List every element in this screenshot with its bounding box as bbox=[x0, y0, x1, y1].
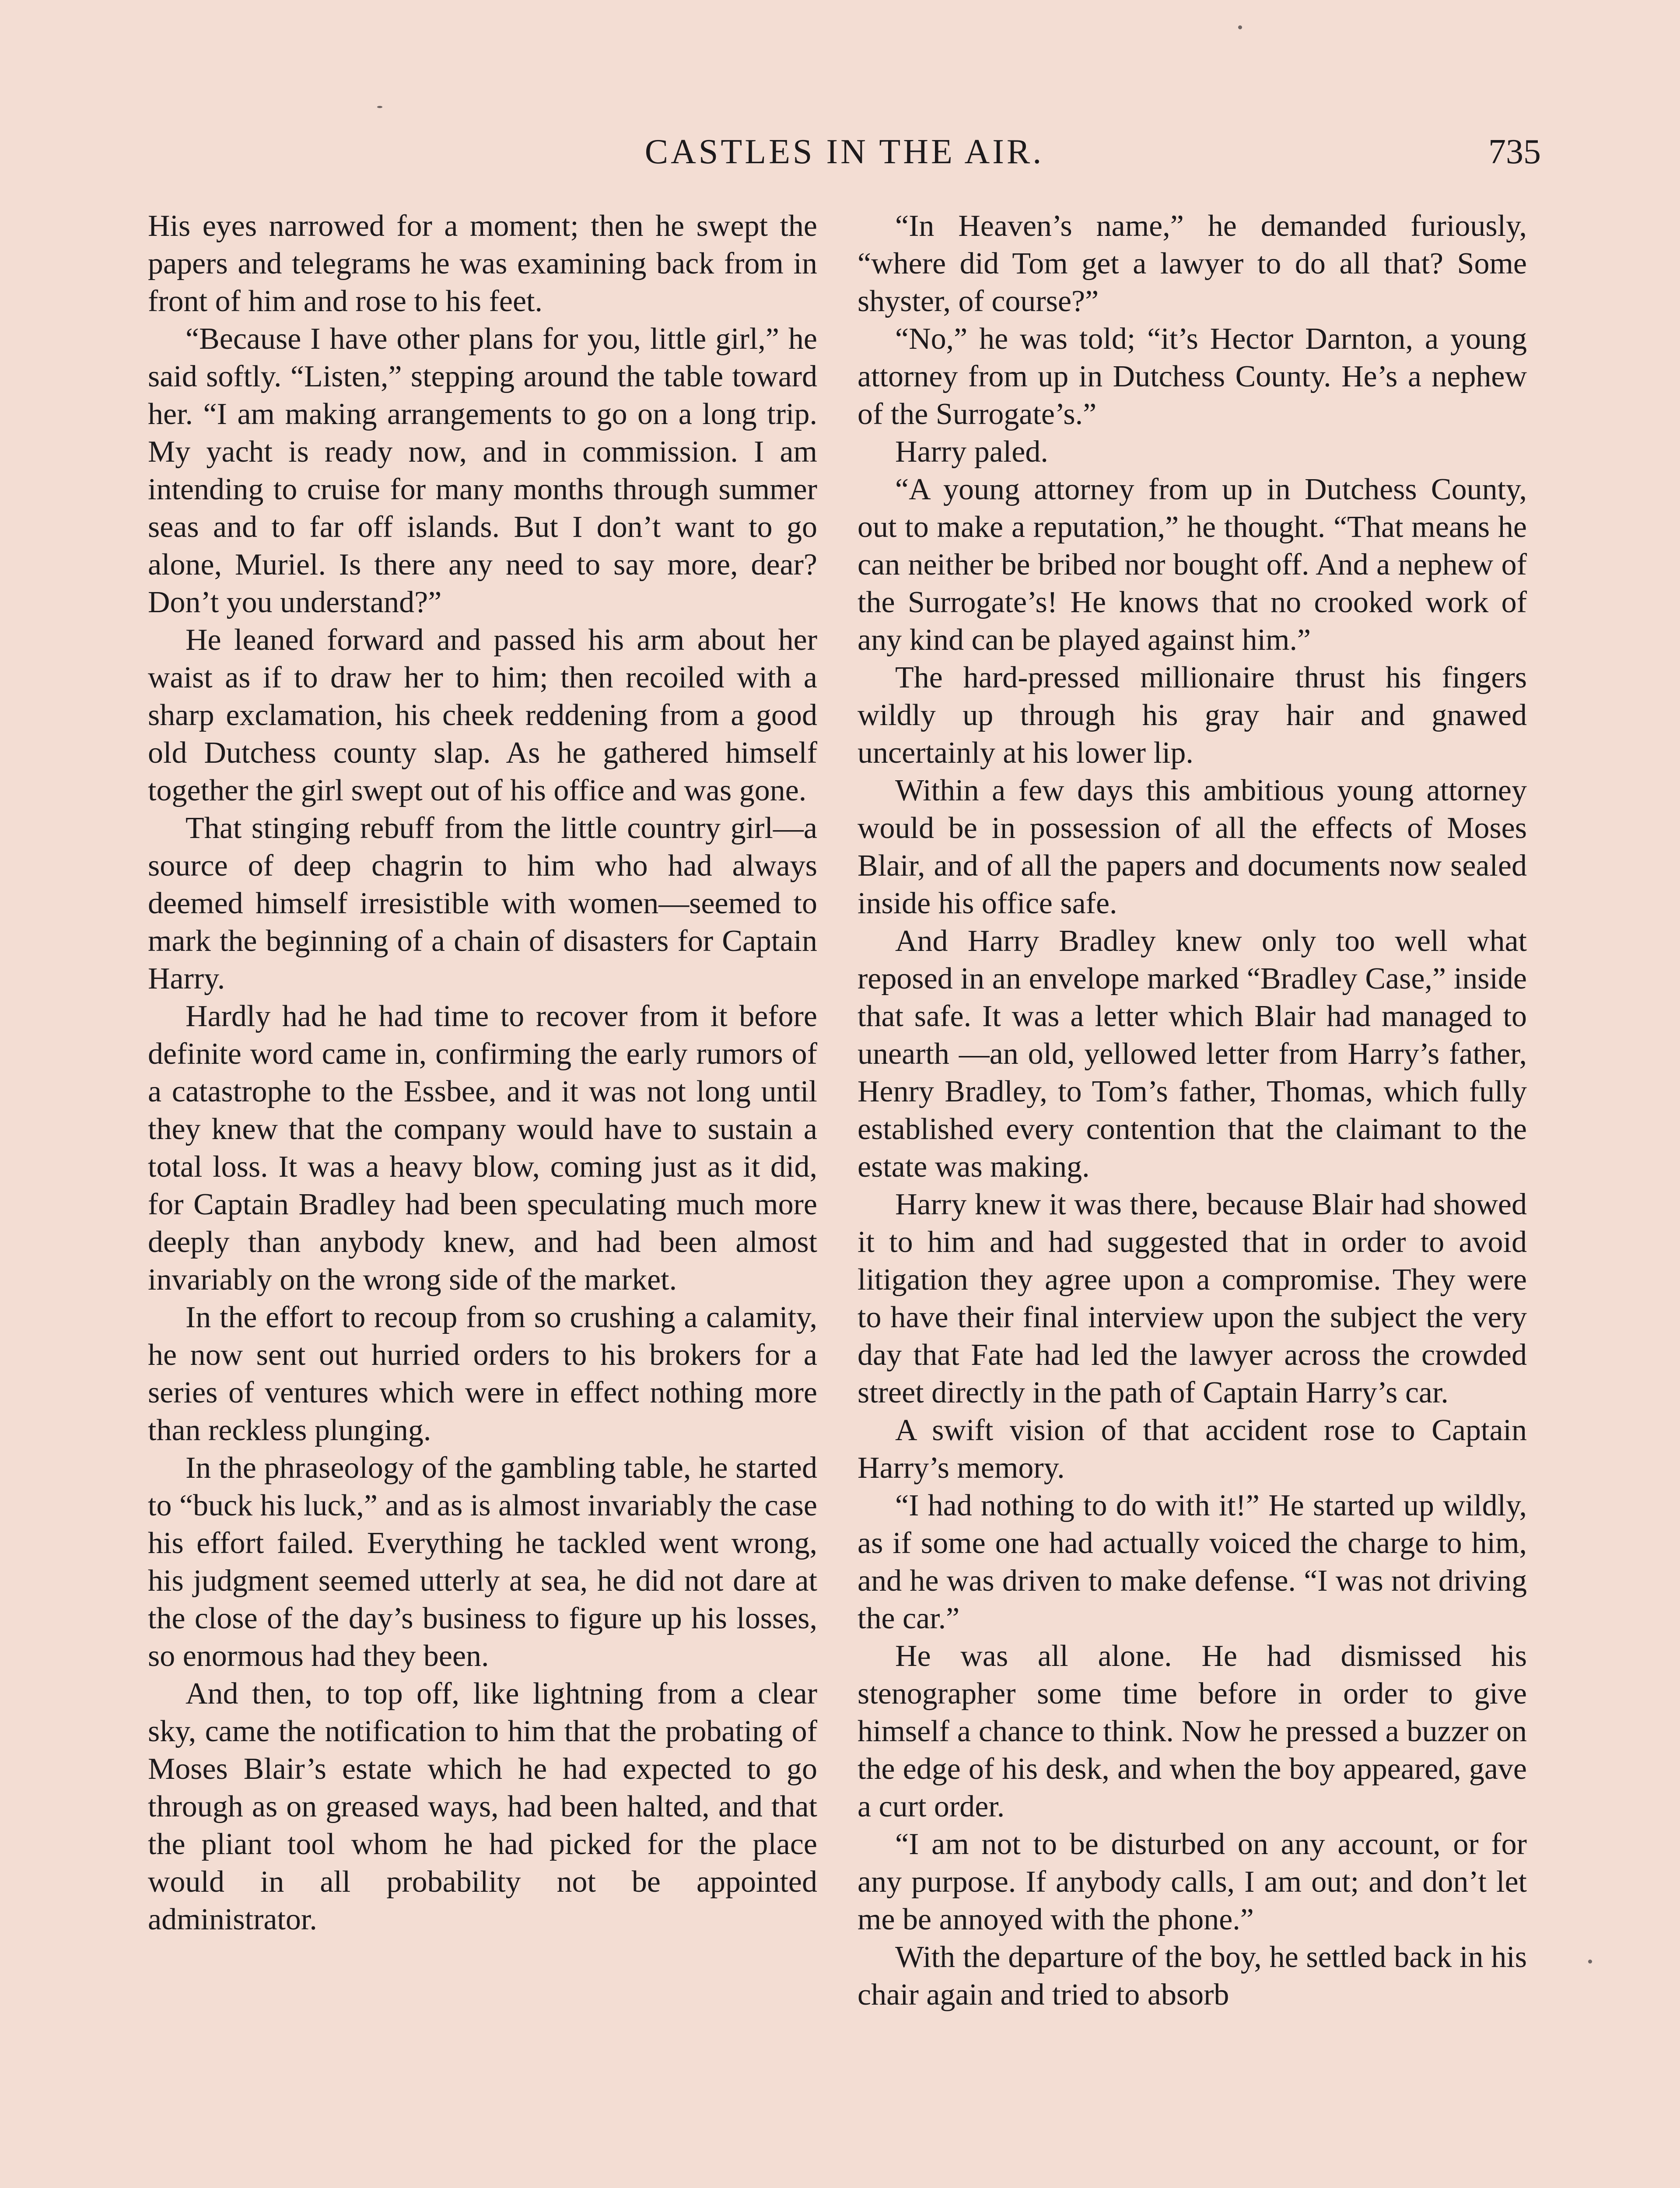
paragraph: A swift vision of that accident rose to Captain Harry’s memory. bbox=[858, 1413, 1527, 1485]
paragraph: The hard-pressed millionaire thrust his fingers wildly up through his gray hair and gnawed uncertainly at his lower lip. bbox=[858, 661, 1527, 770]
paragraph: “No,” he was told; “it’s Hector Darnton, a young attorney from up in Dutchess County. He’s a nephew of the Surrogate’s.” bbox=[858, 322, 1527, 431]
paragraph: With the departure of the boy, he settled back in his chair again and tried to absorb bbox=[858, 1940, 1527, 2012]
paragraph: Within a few days this ambitious young attorney would be in possession of all the effects of Moses Blair, and of all the papers and documents now sealed inside his office safe. bbox=[858, 774, 1527, 920]
paragraph: Harry paled. bbox=[895, 435, 1048, 469]
paper-speck bbox=[377, 106, 382, 108]
paragraph: “I had nothing to do with it!” He started up wildly, as if some one had actually voiced the charge to him, and he was driven to make defense. “I was not driving the car.” bbox=[858, 1489, 1527, 1635]
paragraph: “I am not to be disturbed on any account, or for any purpose. If anybody calls, I am out; and don’t let me be annoyed with the phone.” bbox=[858, 1827, 1527, 1936]
running-title: CASTLES IN THE AIR. bbox=[644, 133, 1044, 171]
paragraph: “In Heaven’s name,” he demanded furiously, “where did Tom get a lawyer to do all that? Some shyster, of course?” bbox=[858, 209, 1527, 318]
paragraph: And Harry Bradley knew only too well what reposed in an envelope marked “Bradley Case,” inside that safe. It was a letter which Blair had managed to unearth —an old, yellowed letter from Harry’s father, Henry Bradley, to Tom’s father, Thomas, which fully established every contention that the claimant to the estate was making. bbox=[858, 924, 1527, 1184]
page-header bbox=[148, 128, 1541, 176]
paper-speck bbox=[1588, 1960, 1592, 1964]
paragraph: In the effort to recoup from so crushing a calamity, he now sent out hurried orders to his brokers for a series of ventures which were in effect nothing more than reckless plunging. bbox=[148, 1301, 817, 1447]
right-text-column bbox=[858, 207, 1527, 2014]
page-number: 735 bbox=[1488, 133, 1541, 171]
paragraph: He leaned forward and passed his arm about her waist as if to draw her to him; then recoiled with a sharp exclamation, his cheek reddening from a good old Dutchess county slap. As he gathered himself together the girl swept out of his office and was gone. bbox=[148, 623, 817, 807]
paragraph: That stinging rebuff from the little country girl—a source of deep chagrin to him who had always deemed himself irresistible with women—seemed to mark the beginning of a chain of disasters for Captain Harry. bbox=[148, 811, 817, 996]
paragraph: “Because I have other plans for you, little girl,” he said softly. “Listen,” stepping around the table toward her. “I am making arrangements to go on a long trip. My yacht is ready now, and in commission. I am intending to cruise for many months through summer seas and to far off islands. But I don’t want to go alone, Muriel. Is there any need to say more, dear? Don’t you understand?” bbox=[148, 322, 817, 619]
paragraph: And then, to top off, like lightning from a clear sky, came the notification to him that the probating of Moses Blair’s estate which he had expected to go through as on greased ways, had been halted, and that the pliant tool whom he had picked for the place would in all probability not be appointed administrator. bbox=[148, 1677, 817, 1936]
paper-speck bbox=[1238, 25, 1242, 29]
paragraph: “A young attorney from up in Dutchess County, out to make a reputation,” he thought. “That means he can neither be bribed nor bought off. And a nephew of the Surrogate’s! He knows that no crooked work of any kind can be played against him.” bbox=[858, 473, 1527, 657]
paragraph: He was all alone. He had dismissed his stenographer some time before in order to give himself a chance to think. Now he pressed a buzzer on the edge of his desk, and when the boy appeared, gave a curt order. bbox=[858, 1639, 1527, 1823]
paragraph: In the phraseology of the gambling table, he started to “buck his luck,” and as is almost invariably the case his effort failed. Everything he tackled went wrong, his judgment seemed utterly at sea, he did not dare at the close of the day’s business to figure up his losses, so enormous had they been. bbox=[148, 1451, 817, 1673]
paragraph: Harry knew it was there, because Blair had showed it to him and had suggested that in order to avoid litigation they agree upon a compromise. They were to have their final interview upon the subject the very day that Fate had led the lawyer across the crowded street directly in the path of Captain Harry’s car. bbox=[858, 1188, 1527, 1410]
paragraph: Hardly had he had time to recover from it before definite word came in, confirming the early rumors of a catastrophe to the Essbee, and it was not long until they knew that the company would have to sustain a total loss. It was a heavy blow, coming just as it did, for Captain Bradley had been speculating much more deeply than anybody knew, and had been almost invariably on the wrong side of the market. bbox=[148, 999, 817, 1297]
left-text-column bbox=[148, 207, 817, 1939]
paragraph: His eyes narrowed for a moment; then he swept the papers and telegrams he was examining back from in front of him and rose to his feet. bbox=[148, 209, 817, 318]
